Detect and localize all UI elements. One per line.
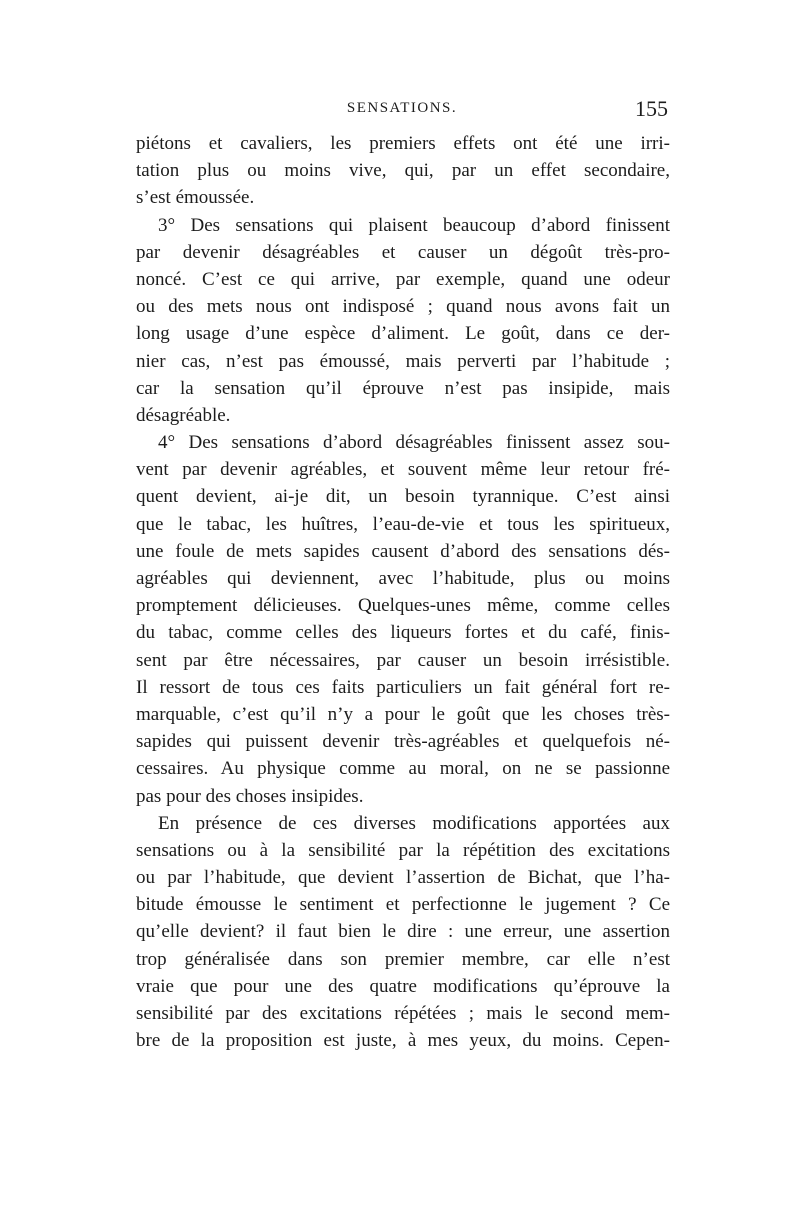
text-line: En présence de ces diverses modifications apportées aux (158, 812, 670, 834)
running-head (136, 96, 668, 126)
text-line: sensibilité par des excitations répétées ; mais le second mem- (136, 1003, 670, 1024)
page-number: 155 (635, 96, 668, 121)
text-line: long usage d’une espèce d’aliment. Le goût, dans ce der- (136, 323, 670, 345)
text-line: ou des mets nous ont indisposé ; quand nous avons fait un (136, 296, 670, 318)
text-line: vent par devenir agréables, et souvent même leur retour fré- (136, 459, 670, 481)
text-line: vraie que pour une des quatre modifications qu’éprouve la (136, 975, 670, 997)
text-line: bitude émousse le sentiment et perfectionne le jugement ? Ce (136, 894, 670, 916)
text-line: Il ressort de tous ces faits particuliers un fait général fort re- (136, 676, 670, 698)
text-line: que le tabac, les huîtres, l’eau-de-vie et tous les spiritueux, (136, 513, 670, 535)
text-line: piétons et cavaliers, les premiers effets ont été une irri- (136, 133, 670, 154)
text-line: sent par être nécessaires, par causer un besoin irrésistible. (136, 649, 670, 671)
text-line: trop généralisée dans son premier membre, car elle n’est (136, 948, 670, 970)
text-line: sensations ou à la sensibilité par la répétition des excitations (136, 839, 670, 861)
text-line: quent devient, ai-je dit, un besoin tyrannique. C’est ainsi (136, 486, 670, 508)
text-line: qu’elle devient? il faut bien le dire : une erreur, une assertion (136, 921, 670, 943)
running-title: SENSATIONS. (346, 100, 458, 116)
text-line: sapides qui puissent devenir très-agréables et quelquefois né- (136, 731, 670, 753)
text-line: 3° Des sensations qui plaisent beaucoup d’abord finissent (158, 214, 670, 236)
text-line: promptement délicieuses. Quelques-unes même, comme celles (136, 595, 670, 617)
text-line: ou par l’habitude, que devient l’assertion de Bichat, que l’ha- (136, 867, 670, 889)
text-line: tation plus ou moins vive, qui, par un effet secondaire, (136, 160, 670, 182)
text-line: car la sensation qu’il éprouve n’est pas insipide, mais (136, 377, 670, 399)
text-line: du tabac, comme celles des liqueurs fortes et du café, finis- (136, 622, 670, 644)
text-line: par devenir désagréables et causer un dégoût très-pro- (136, 241, 670, 263)
body-text (136, 130, 670, 1054)
text-line: bre de la proposition est juste, à mes yeux, du moins. Cepen- (136, 1030, 670, 1052)
text-line: cessaires. Au physique comme au moral, on ne se passionne (136, 758, 670, 780)
text-line: 4° Des sensations d’abord désagréables finissent assez sou- (158, 432, 670, 454)
text-line: marquable, c’est qu’il n’y a pour le goût que les choses très- (136, 703, 670, 725)
text-line: désagréable. (136, 404, 231, 426)
text-line: pas pour des choses insipides. (136, 785, 364, 807)
text-line: une foule de mets sapides causent d’abord des sensations dés- (136, 540, 670, 562)
text-line: nier cas, n’est pas émoussé, mais perverti par l’habitude ; (136, 350, 670, 372)
text-line: noncé. C’est ce qui arrive, par exemple, quand une odeur (136, 268, 670, 290)
text-line: s’est émoussée. (136, 187, 255, 209)
text-line: agréables qui deviennent, avec l’habitude, plus ou moins (136, 568, 670, 589)
